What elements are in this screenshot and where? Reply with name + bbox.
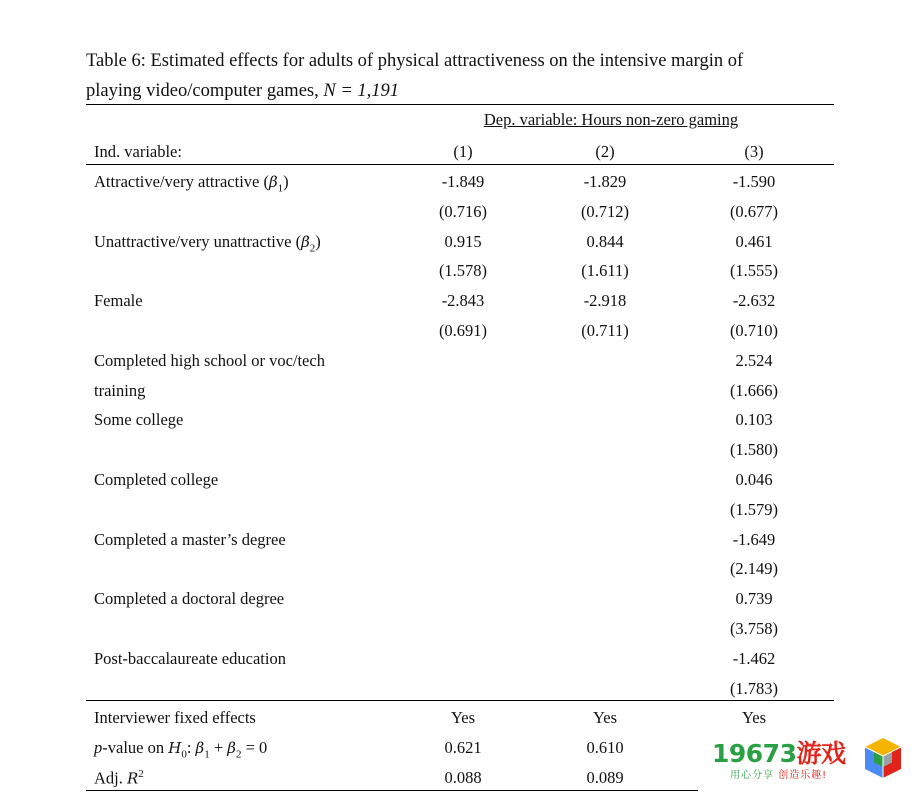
body-cell-col2: (0.712) xyxy=(580,201,630,221)
caption-line-1: Table 6: Estimated effects for adults of physical attractiveness on the intensive margin of xyxy=(86,51,744,71)
body-row xyxy=(86,613,834,643)
footer-row-label: Adj. $R^2$ xyxy=(94,767,144,788)
body-row xyxy=(86,434,834,464)
footer-cell-col3: Yes xyxy=(741,708,767,727)
watermark-number xyxy=(712,734,846,770)
footer-row-label: p-value on $H_0$: $\beta_1 + \beta_2 = 0$ xyxy=(94,737,268,761)
body-row-label: Some college xyxy=(94,410,184,430)
caption-line-2-text: playing video/computer games, xyxy=(86,81,319,101)
body-cell-col2: 0.844 xyxy=(586,231,624,251)
body-cell-col3: (1.783) xyxy=(729,678,779,698)
footer-row xyxy=(86,702,834,732)
body-row-label: training xyxy=(94,380,146,400)
body-cell-col2: (0.711) xyxy=(581,321,629,340)
body-cell-col1: -2.843 xyxy=(441,291,485,311)
footer-cell-col2: 0.610 xyxy=(586,737,624,757)
body-row xyxy=(86,255,834,285)
body-row-label: Female xyxy=(94,291,143,311)
body-cell-col3: (0.677) xyxy=(729,201,779,221)
body-row-label: Post-baccalaureate education xyxy=(94,648,286,668)
col-header-2: (2) xyxy=(595,142,615,161)
body-row xyxy=(86,524,834,554)
body-cell-col2: -1.829 xyxy=(583,172,627,191)
body-cell-col3: (2.149) xyxy=(729,559,779,579)
body-cell-col1: -1.849 xyxy=(441,172,485,191)
top-rule xyxy=(86,104,834,105)
body-row xyxy=(86,583,834,613)
footer-cell-col2: 0.089 xyxy=(586,767,624,787)
body-row xyxy=(86,196,834,226)
body-cell-col1: (0.716) xyxy=(438,201,488,221)
caption-line-2 xyxy=(86,76,834,106)
body-row-label: Completed college xyxy=(94,470,219,489)
watermark-slogan-red: 创造乐趣! xyxy=(778,770,828,781)
body-cell-col1: 0.915 xyxy=(444,231,482,251)
watermark-number-text: 19673 xyxy=(712,739,797,768)
body-cell-col3: (0.710) xyxy=(729,321,779,340)
body-row-label: Completed a master’s degree xyxy=(94,529,286,549)
column-header-row xyxy=(86,136,834,166)
body-cell-col3: (1.579) xyxy=(729,499,779,519)
body-row-label: Unattractive/very unattractive $(\beta_2)$ xyxy=(94,231,321,254)
ind-variable-label: Ind. variable: xyxy=(94,142,182,161)
body-cell-col2: (1.611) xyxy=(581,261,629,281)
body-cell-col2: -2.918 xyxy=(583,291,627,311)
body-cell-col3: -2.632 xyxy=(732,291,776,311)
body-cell-col3: -1.649 xyxy=(732,529,776,549)
col-header-3: (3) xyxy=(744,142,764,161)
body-row-label: Completed high school or voc/tech xyxy=(94,350,325,370)
footer-cell-col1: 0.621 xyxy=(444,737,482,757)
footer-cell-col1: Yes xyxy=(450,708,476,727)
body-cell-col1: (1.578) xyxy=(438,261,488,281)
body-cell-col3: (1.555) xyxy=(729,261,779,281)
cube-icon xyxy=(862,736,904,780)
body-cell-col3: (3.758) xyxy=(729,619,779,638)
table-caption xyxy=(86,46,834,106)
body-cell-col3: 0.103 xyxy=(735,410,773,430)
caption-n: N = 1,191 xyxy=(323,81,400,101)
body-row-label: Attractive/very attractive $(\beta_1)$ xyxy=(94,172,289,195)
dep-variable-header: Dep. variable: Hours non-zero gaming xyxy=(483,110,739,129)
body-row xyxy=(86,375,834,405)
body-cell-col3: -1.590 xyxy=(732,172,776,191)
body-row xyxy=(86,226,834,256)
body-cell-col3: 2.524 xyxy=(735,350,773,370)
watermark-slogan-green: 用心分享 xyxy=(730,770,774,781)
body-row xyxy=(86,464,834,494)
body-row xyxy=(86,166,834,196)
body-row xyxy=(86,285,834,315)
body-cell-col3: -1.462 xyxy=(732,648,776,668)
body-row xyxy=(86,345,834,375)
footer-cell-col1: 0.088 xyxy=(444,767,482,787)
body-row xyxy=(86,404,834,434)
header-rule xyxy=(86,164,834,165)
body-cell-col3: 0.739 xyxy=(735,589,773,609)
watermark-cn-text: 游戏 xyxy=(796,739,846,768)
footer-row-label: Interviewer fixed effects xyxy=(94,708,256,727)
body-bottom-rule xyxy=(86,700,834,701)
body-row xyxy=(86,673,834,703)
body-cell-col3: (1.580) xyxy=(729,440,779,460)
body-row-label: Completed a doctoral degree xyxy=(94,589,285,609)
watermark-slogan xyxy=(730,766,827,781)
bottom-rule xyxy=(86,790,698,791)
body-row xyxy=(86,643,834,673)
col-header-1: (1) xyxy=(453,142,473,161)
body-cell-col1: (0.691) xyxy=(438,321,488,340)
body-cell-col3: 0.461 xyxy=(735,231,773,251)
body-row xyxy=(86,553,834,583)
footer-cell-col2: Yes xyxy=(592,708,618,727)
body-cell-col3: (1.666) xyxy=(729,380,779,400)
site-watermark-logo xyxy=(712,734,912,784)
body-row xyxy=(86,315,834,345)
body-row xyxy=(86,494,834,524)
body-cell-col3: 0.046 xyxy=(735,470,773,489)
